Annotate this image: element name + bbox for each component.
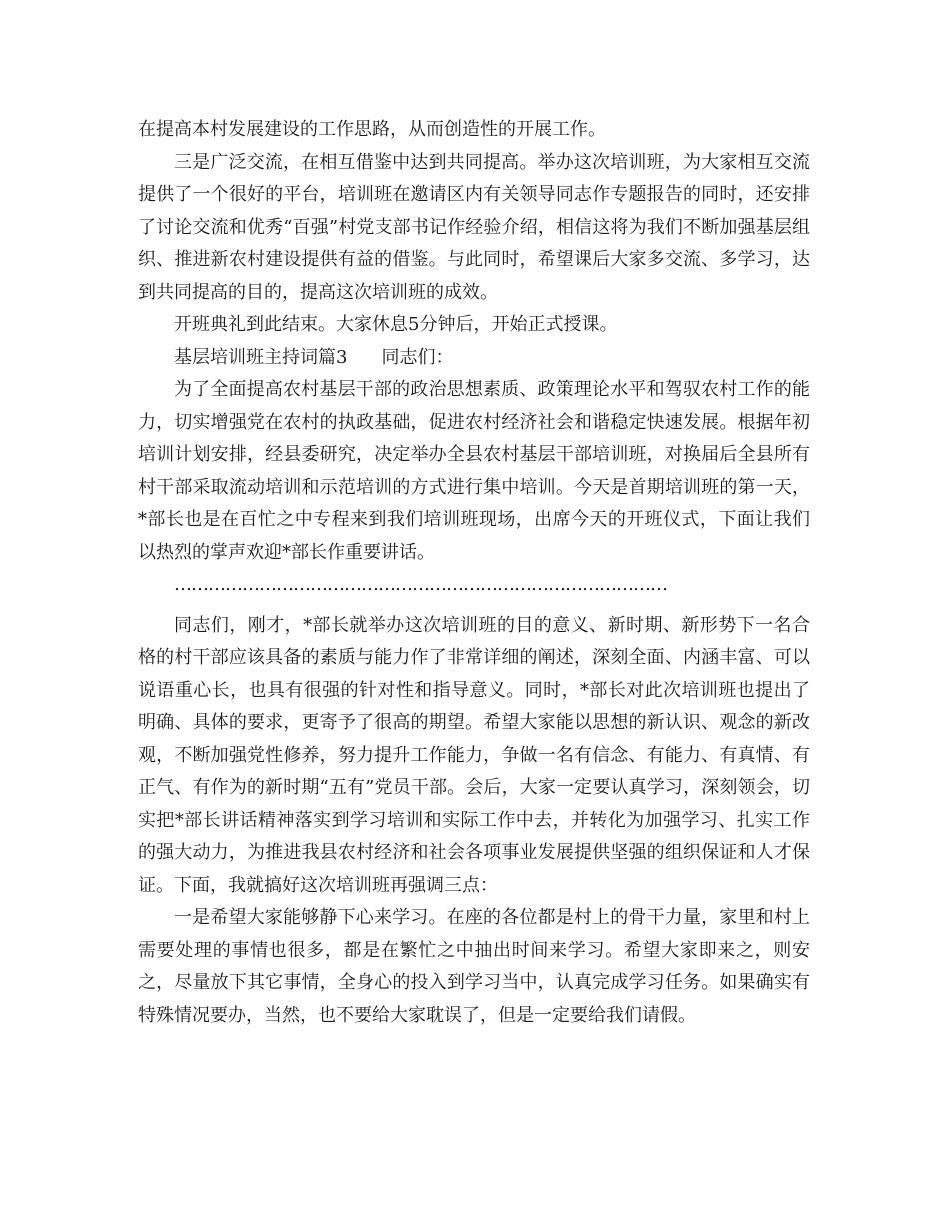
section-greeting: 同志们： xyxy=(381,346,454,368)
paragraph-exchange: 三是广泛交流，在相互借鉴中达到共同提高。举办这次培训班，为大家相互交流提供了一个很好的平台，培训班在邀请区内有关领导同志作专题报告的同时，还安排了讨论交流和优秀“百强”村党支部书记作经验介绍，相信这将为我们不断加强基层组织、推进新农村建设提供有益的借鉴。与此同时，希望课后大家多交流、多学习，达到共同提高的目的，提高这次培训班的成效。 xyxy=(138,151,810,303)
paragraph-closing: 开班典礼到此结束。大家休息5分钟后，开始正式授课。 xyxy=(174,314,618,335)
paragraph-intro: 为了全面提高农村基层干部的政治思想素质、政策理论水平和驾驭农村工作的能力，切实增强党在农村的执政基础，促进农村经济社会和谐稳定快速发展。根据年初培训计划安排，经县委研究，决定举办全县农村基层干部培训班，对换届后全县所有村干部采取流动培训和示范培训的方式进行集中培训。今天是首期培训班的第一天，*部长也是在百忙之中专程来到我们培训班现场，出席今天的开班仪式，下面让我们以热烈的掌声欢迎*部长作重要讲话。 xyxy=(138,379,810,563)
ellipsis-divider: …………………………………………………………………………… xyxy=(174,574,667,595)
document-body xyxy=(138,114,810,1032)
paragraph-first-point: 一是希望大家能够静下心来学习。在座的各位都是村上的骨干力量，家里和村上需要处理的事情也很多，都是在繁忙之中抽出时间来学习。希望大家即来之，则安之，尽量放下其它事情，全身心的投入到学习当中，认真完成学习任务。如果确实有特殊情况要办，当然，也不要给大家耽误了，但是一定要给我们请假。 xyxy=(138,907,810,1026)
section-title: 基层培训班主持词篇3 xyxy=(174,346,348,368)
section-heading xyxy=(138,342,810,375)
paragraph-summary: 同志们，刚才，*部长就举办这次培训班的目的意义、新时期、新形势下一名合格的村干部应该具备的素质与能力作了非常详细的阐述，深刻全面、内涵丰富、可以说语重心长，也具有很强的针对性和指导意义。同时，*部长对此次培训班也提出了明确、具体的要求，更寄予了很高的期望。希望大家能以思想的新认识、观念的新改观，不断加强党性修养，努力提升工作能力，争做一名有信念、有能力、有真情、有正气、有作为的新时期“五有”党员干部。会后，大家一定要认真学习，深刻领会，切实把*部长讲话精神落实到学习培训和实际工作中去，并转化为加强学习、扎实工作的强大动力，为推进我县农村经济和社会各项事业发展提供坚强的组织保证和人才保证。下面，我就搞好这次培训班再强调三点： xyxy=(138,614,810,896)
paragraph-continued: 在提高本村发展建设的工作思路，从而创造性的开展工作。 xyxy=(138,119,606,140)
